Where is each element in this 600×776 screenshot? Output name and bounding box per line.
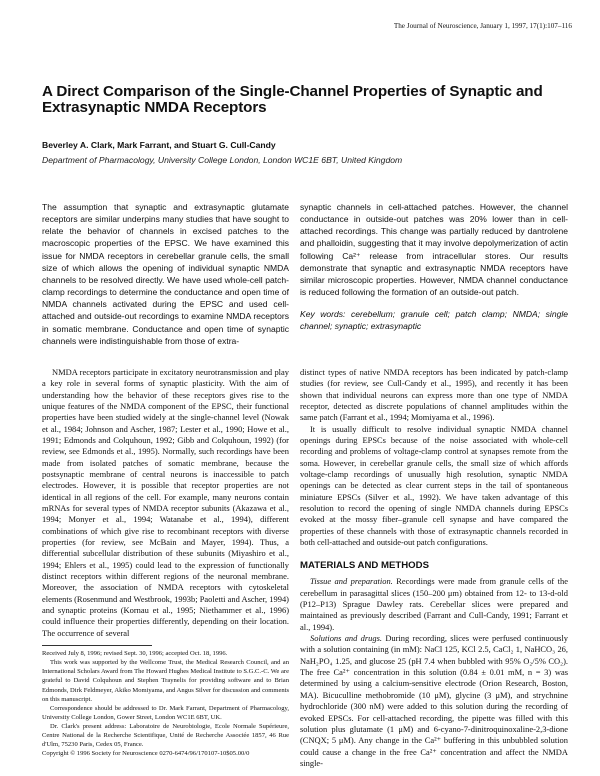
page-content — [42, 201, 568, 769]
keywords: Key words: cerebellum; granule cell; patch clamp; NMDA; single channel; synaptic; extrasynaptic — [300, 309, 568, 332]
footnote-copyright: Copyright © 1996 Society for Neuroscience 0270-6474/96/170107-10$05.00/0 — [42, 750, 250, 758]
running-head: The Journal of Neuroscience, January 1, 1997, 17(1):107–116 — [393, 22, 572, 30]
body-paragraph: It is usually difficult to resolve individual synaptic NMDA channel openings during EPSCs because of the noise associated with whole-cell recording and problems of voltage-clamp control at synapses remote from the soma. However, in cerebellar granule cells, the small size of which affords voltage-clamp recordings of unusually high resolution, synaptic NMDA openings can be detected as clear current steps in the tail of spontaneous miniature EPSCs (Silver et al., 1992). We have taken advantage of this resolution to record the opening of single NMDA channels during EPSCs evoked at the mossy fiber–granule cell synapse and have compared the properties of these channels with those of extrasynaptic channels recorded in both cell-attached and outside-out patch configurations. — [300, 423, 568, 548]
footnote-present-address: Dr. Clark's present address: Laboratoire de Neurobiologie, Ecole Normale Supérieure, Centre National de la Recherche Scientifique, Unité de Recherche Associée 1857, 46 Rue d'Ulm, 75230 Paris, Cedex 05, France. — [42, 722, 289, 749]
footnote-divider — [42, 645, 152, 646]
right-column — [300, 367, 568, 769]
body-left-column — [42, 367, 289, 639]
methods-paragraph — [300, 633, 568, 769]
abstract-text: The assumption that synaptic and extrasynaptic glutamate receptors are similar underpins many studies that have sought to relate the behavior of channels in excised patches to the macroscopic properties of the EPSC. We have examined this issue for NMDA receptors in cerebellar granule cells, the small size of which allows the opening of individual synaptic NMDA channels to be resolved directly. We have used whole-cell patch-clamp recordings to determine the conductance and open time of NMDA channels activated during the EPSC and used cell-attached and outside-out recordings to examine NMDA receptors in somatic membrane. Conductance and open time of synaptic channels were indistinguishable from those of extra- — [42, 202, 289, 346]
runin-heading: Tissue and preparation. — [310, 576, 393, 587]
footnotes — [42, 649, 289, 758]
footnote-support: This work was supported by the Wellcome Trust, the Medical Research Council, and an International Scholars Award from The Howard Hughes Medical Institute to S.G.C.-C. We are grateful to David Colquhoun and Stephen Traynelis for providing software and to Brian Edmonds, Dirk Feldmeyer, Akiko Momiyama, and Angus Silver for discussion and comments on this manuscript. — [42, 659, 289, 703]
abstract-left-column — [42, 201, 289, 347]
paper-title: A Direct Comparison of the Single-Channel Properties of Synaptic and Extrasynaptic NMDA Receptors — [42, 83, 543, 116]
body-right-column — [300, 367, 568, 549]
methods-section — [300, 576, 568, 769]
section-heading-methods: MATERIALS AND METHODS — [300, 560, 429, 572]
footnote-received: Received July 8, 1996; revised Sept. 30, 1996; accepted Oct. 18, 1996. — [42, 650, 228, 658]
footnote-correspondence: Correspondence should be addressed to Dr. Mark Farrant, Department of Pharmacology, University College London, Gower Street, London WC1E 6BT, UK. — [42, 704, 289, 721]
body-paragraph: distinct types of native NMDA receptors has been indicated by patch-clamp studies (for review, see Cull-Candy et al., 1995), and recently it has been shown that individual neurons can express more than one type of NMDA receptor, detected as discrete populations of channel amplitudes within the same patch (Farrant et al., 1994; Momiyama et al., 1996). — [300, 366, 568, 423]
author-list: Beverley A. Clark, Mark Farrant, and Stuart G. Cull-Candy — [42, 140, 276, 150]
methods-paragraph — [300, 576, 568, 633]
abstract-right-column — [300, 201, 568, 347]
body-paragraph: NMDA receptors participate in excitatory neurotransmission and play a key role in several forms of synaptic plasticity. With the aim of understanding how the behavior of these receptors gives rise to the unique features of the NMDA component of the EPSC, their functional properties have been studied widely at the single-channel level (Nowak et al., 1984; Johnson and Ascher, 1987; Lester et al., 1990; Howe et al., 1991; Edmonds and Colquhoun, 1992; Gibb and Colquhoun, 1992) (for review, see Edmonds et al., 1995). Normally, such recordings have been made from isolated patches of somatic membrane, because the postsynaptic membrane of central neurons is inaccessible to patch electrodes. However, it is possible that receptor properties are not identical in all regions of the cell. For example, many neurons contain mRNAs for several types of NMDA receptor subunits (Akazawa et al., 1994; Monyer et al., 1994; Watanabe et al., 1994), different combinations of which give rise to recombinant receptors with diverse properties (for review, see McBain and Mayer, 1994). Thus, a differential subcellular distribution of these subunits (Miyashiro et al., 1994; Ehlers et al., 1995) could lead to the expression of functionally distinct receptors within different regions of the neuronal membrane. Moreover, the association of NMDA receptors with cytoskeletal elements (Rosenmund and Westbrook, 1993b; Paoletti and Ascher, 1994) and synaptic proteins (Kornau et al., 1995; Niethammer et al., 1996) could influence their properties differently, depending on their location. The occurrence of several — [42, 366, 289, 638]
paragraph-text: During recording, slices were perfused continuously with a solution containing (in mM): NaCl 125, KCl 2.5, CaCl₂ 1, NaHCO₃ 26, NaH₂PO₄ 1.25, and glucose 25 (pH 7.4 when bubbled with 95% O₂/5% CO₂). The free Ca²⁺ concentration in this solution (0.84 ± 0.01 mM, n = 3) was determined by using a calcium-sensitive electrode (Orion Research, Boston, MA). Bicuculline methobromide (10 μM), glycine (3 μM), and strychnine hydrochloride (300 nM) were added to this solution during the recording of evoked EPSCs. For cell-attached recording, the pipette was filled with this solution plus glutamate (1 μM) and 6-cyano-7-dinitroquinoxaline-2,3-dione (CNQX; 5 μM). Any change in the Ca²⁺ buffering in this unbubbled solution could cause a change in the free Ca²⁺ concentration and affect the NMDA single- — [300, 633, 569, 768]
runin-heading: Solutions and drugs. — [310, 633, 383, 644]
left-column — [42, 367, 289, 769]
abstract-text-continued: synaptic channels in cell-attached patches. However, the channel conductance in outside-out patches was 20% lower than in cell-attached recordings. This change was partially reduced by dantrolene and phalloidin, suggesting that it may involve depolymerization of actin following Ca²⁺ release from intracellular stores. Our results demonstrate that synaptic and extrasynaptic NMDA receptors have similar microscopic properties. However, NMDA channel conductance is reduced following the formation of an outside-out patch. — [300, 202, 568, 298]
paragraph-text: Recordings were made from granule cells of the cerebellum in parasagittal slices (150–200 μm) obtained from 12- to 13-d-old (P12–P13) Sprague Dawley rats. Cerebellar slices were prepared and maintained as previously described (Farrant and Cull-Candy, 1991; Farrant et al., 1994). — [300, 576, 568, 632]
affiliation: Department of Pharmacology, University College London, London WC1E 6BT, United Kingdom — [42, 155, 403, 165]
